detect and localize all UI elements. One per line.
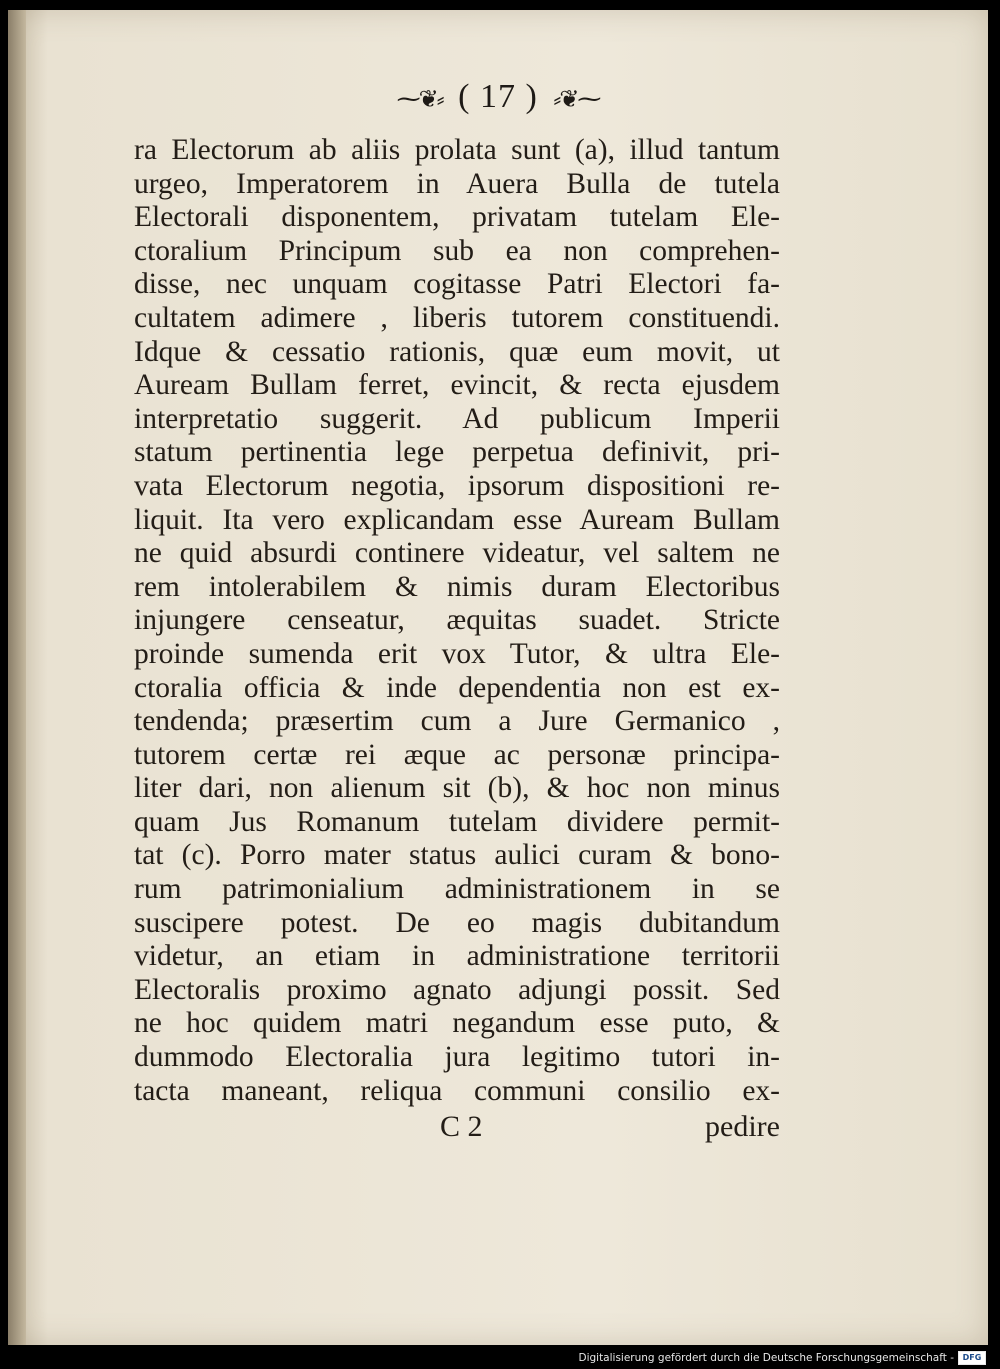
dfg-logo: DFG bbox=[958, 1351, 986, 1365]
signature-mark: C 2 bbox=[440, 1110, 483, 1143]
page-footer bbox=[134, 1110, 780, 1146]
ornament-right-icon: ⸗❦⁓ bbox=[553, 86, 600, 113]
text-line: suscipere potest. De eo magis dubitandum bbox=[134, 906, 780, 939]
text-line: tat (c). Porro mater status aulici curam & bono- bbox=[134, 839, 780, 872]
text-line: tendenda; præsertim cum a Jure Germanico , bbox=[134, 705, 780, 738]
digitization-credit bbox=[578, 1351, 986, 1365]
text-line: injungere censeatur, æquitas suadet. Stricte bbox=[134, 604, 780, 637]
text-line: ne hoc quidem matri negandum esse puto, & bbox=[134, 1007, 780, 1040]
text-line: ctoralia officia & inde dependentia non est ex- bbox=[134, 671, 780, 704]
text-line: tutorem certæ rei æque ac personæ principa- bbox=[134, 738, 780, 771]
catchword: pedire bbox=[705, 1110, 780, 1143]
book-page bbox=[8, 10, 988, 1345]
credit-text: Digitalisierung gefördert durch die Deutsche Forschungsgemeinschaft - bbox=[578, 1352, 954, 1364]
text-line: cultatem adimere , liberis tutorem constituendi. bbox=[134, 301, 780, 334]
page-gutter bbox=[8, 10, 26, 1345]
text-line: liter dari, non alienum sit (b), & hoc non minus bbox=[134, 772, 780, 805]
text-line: rum patrimonialium administrationem in se bbox=[134, 873, 780, 906]
text-line: videtur, an etiam in administratione territorii bbox=[134, 940, 780, 973]
text-line: Auream Bullam ferret, evincit, & recta ejusdem bbox=[134, 369, 780, 402]
text-line: tacta maneant, reliqua communi consilio ex- bbox=[134, 1074, 780, 1107]
text-line: Electoralis proximo agnato adjungi possit. Sed bbox=[134, 973, 780, 1006]
text-line: ne quid absurdi continere videatur, vel saltem ne bbox=[134, 537, 780, 570]
text-line: proinde sumenda erit vox Tutor, & ultra Ele- bbox=[134, 637, 780, 670]
page-number: ( 17 ) bbox=[458, 78, 538, 115]
body-text bbox=[134, 134, 780, 1108]
text-line: urgeo, Imperatorem in Auera Bulla de tutela bbox=[134, 167, 780, 200]
text-line: ctoralium Principum sub ea non comprehen- bbox=[134, 234, 780, 267]
text-line: quam Jus Romanum tutelam dividere permit- bbox=[134, 805, 780, 838]
text-line: dummodo Electoralia jura legitimo tutori in- bbox=[134, 1041, 780, 1074]
ornament-left-icon: ⁓❦⸗ bbox=[396, 86, 443, 113]
text-line: vata Electorum negotia, ipsorum dispositioni re- bbox=[134, 469, 780, 502]
running-header bbox=[8, 78, 988, 116]
text-line: liquit. Ita vero explicandam esse Auream Bullam bbox=[134, 503, 780, 536]
text-line: statum pertinentia lege perpetua definivit, pri- bbox=[134, 436, 780, 469]
text-line: disse, nec unquam cogitasse Patri Electori fa- bbox=[134, 268, 780, 301]
text-line: ra Electorum ab aliis prolata sunt (a), illud tantum bbox=[134, 134, 780, 166]
text-line: Idque & cessatio rationis, quæ eum movit, ut bbox=[134, 335, 780, 368]
text-line: interpretatio suggerit. Ad publicum Imperii bbox=[134, 402, 780, 435]
text-line: rem intolerabilem & nimis duram Electoribus bbox=[134, 570, 780, 603]
text-line: Electorali disponentem, privatam tutelam Ele- bbox=[134, 201, 780, 234]
